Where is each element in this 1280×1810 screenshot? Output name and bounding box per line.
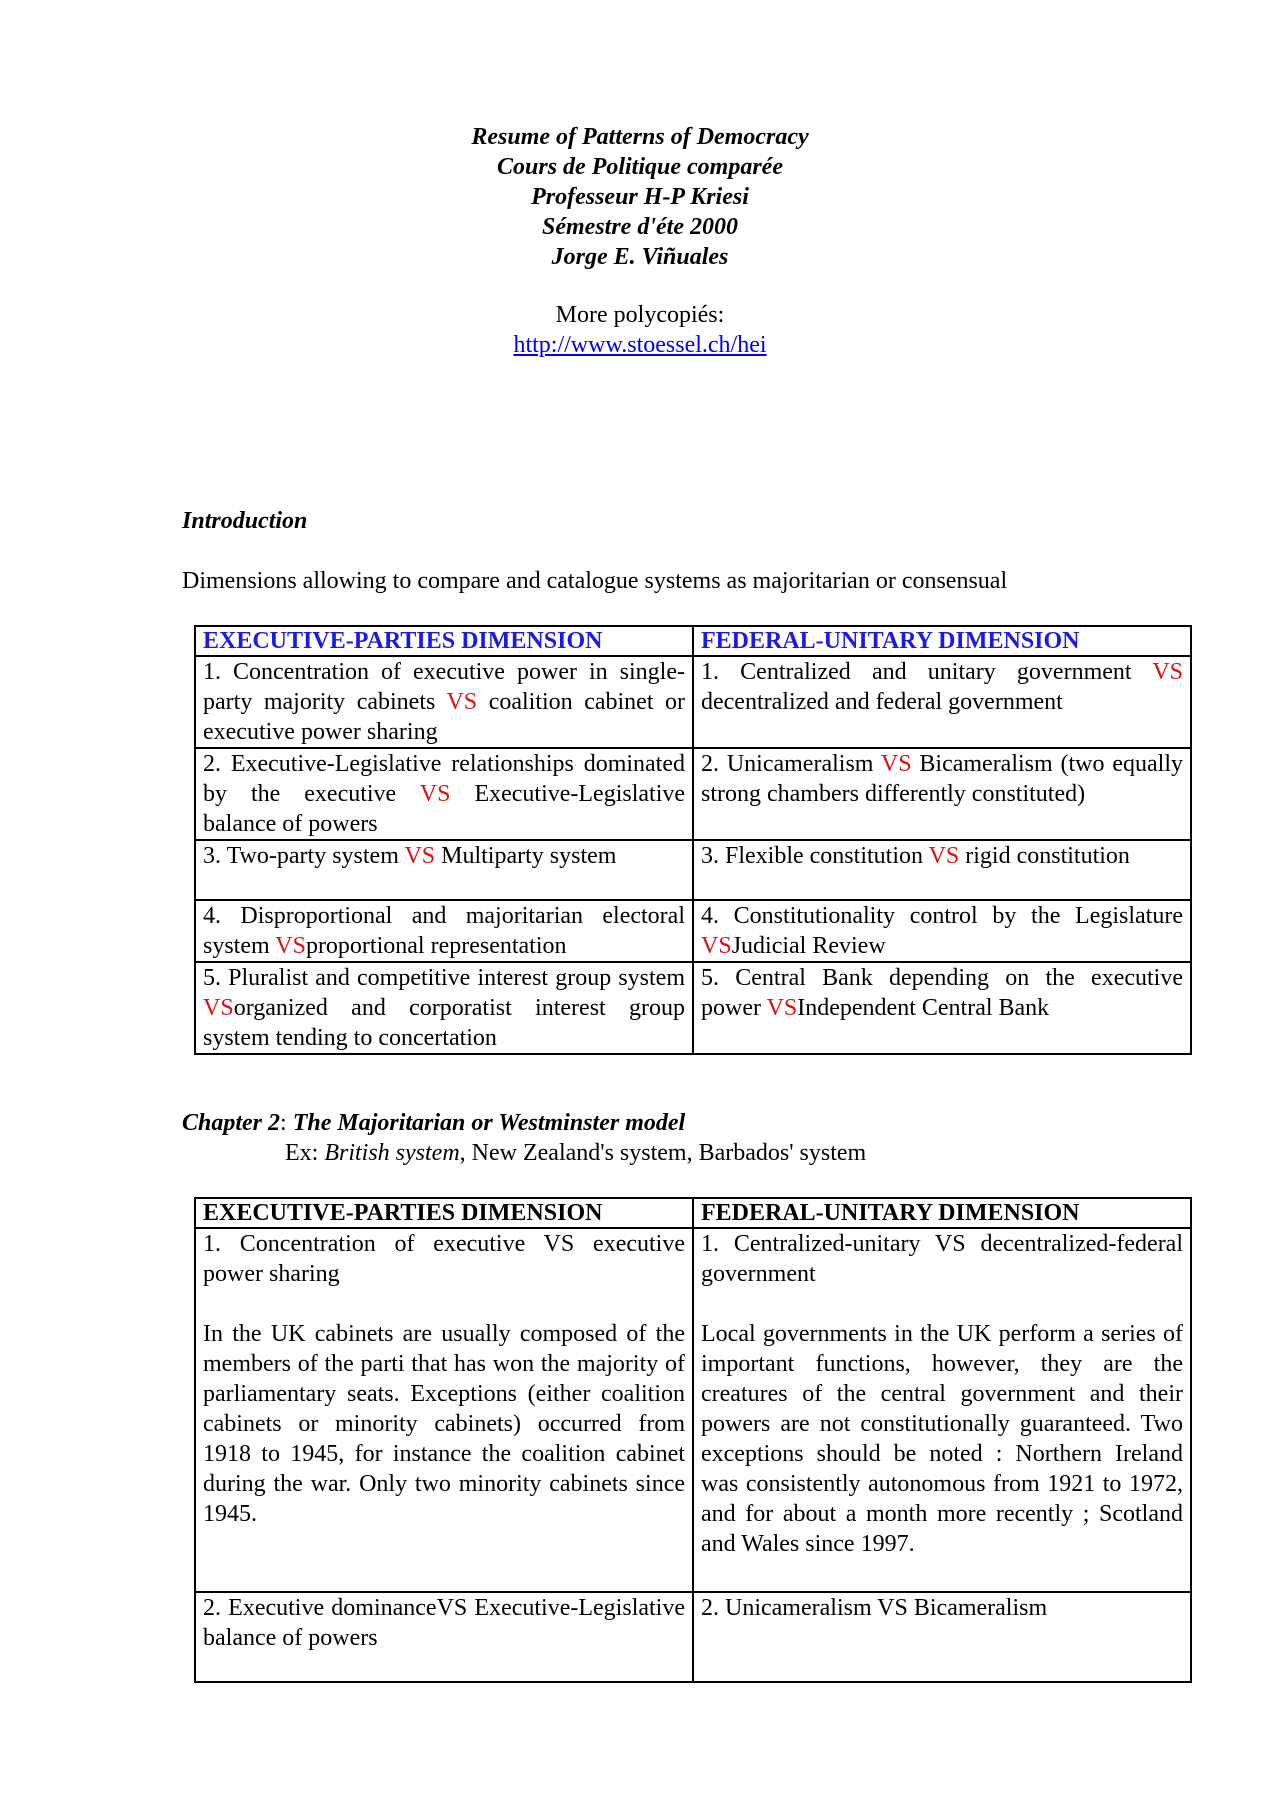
- vs-marker: VS: [880, 751, 912, 777]
- table-cell: 5. Central Bank depending on the executive power VSIndependent Central Bank: [693, 962, 1191, 1054]
- federal-unitary-header: FEDERAL-UNITARY DIMENSION: [693, 1198, 1191, 1228]
- table-cell: 2. Unicameralism VS Bicameralism: [693, 1592, 1191, 1682]
- table-row: [195, 840, 1191, 900]
- table-row: [195, 1592, 1191, 1682]
- vs-marker: VS: [446, 689, 478, 715]
- table-cell: 1. Centralized and unitary government VS decentralized and federal government: [693, 656, 1191, 748]
- table-cell: 4. Disproportional and majoritarian electoral system VSproportional representation: [195, 900, 693, 962]
- vs-marker: VS: [701, 933, 732, 959]
- table-header-row: [195, 626, 1191, 656]
- executive-parties-header: EXECUTIVE-PARTIES DIMENSION: [195, 626, 693, 656]
- vs-marker: VS: [419, 781, 451, 807]
- more-polycopies-label: More polycopiés:: [555, 302, 725, 328]
- westminster-table: [194, 1197, 1192, 1683]
- table-cell: 3. Flexible constitution VS rigid constitution: [693, 840, 1191, 900]
- table-row: [195, 656, 1191, 748]
- author-name: Jorge E. Viñuales: [551, 244, 729, 270]
- table-row: [195, 748, 1191, 840]
- table-cell: 2. Executive dominanceVS Executive-Legislative balance of powers: [195, 1592, 693, 1682]
- vs-marker: VS: [1152, 659, 1183, 685]
- table-row: [195, 900, 1191, 962]
- table-cell: 3. Two-party system VS Multiparty system: [195, 840, 693, 900]
- chapter2-heading: Chapter 2: The Majoritarian or Westminster model: [182, 1110, 686, 1136]
- table-cell: 1. Concentration of executive power in single-party majority cabinets VS coalition cabinet or executive power sharing: [195, 656, 693, 748]
- table-cell: 2. Unicameralism VS Bicameralism (two equally strong chambers differently constituted): [693, 748, 1191, 840]
- table-cell: 1. Concentration of executive VS executive power sharing In the UK cabinets are usually composed of the members of the parti that has won the majority of parliamentary seats. Exceptions (either coalition cabinets or minority cabinets) occurred from 1918 to 1945, for instance the coalition cabinet during the war. Only two minority cabinets since 1945.: [195, 1228, 693, 1592]
- vs-marker: VS: [404, 843, 436, 869]
- semester: Sémestre d'éte 2000: [542, 214, 738, 240]
- dimensions-table: [194, 625, 1192, 1055]
- introduction-text: Dimensions allowing to compare and catalogue systems as majoritarian or consensual: [182, 568, 1008, 594]
- federal-unitary-header: FEDERAL-UNITARY DIMENSION: [693, 626, 1191, 656]
- chapter2-examples: Ex: British system, New Zealand's system, Barbados' system: [285, 1140, 867, 1166]
- vs-marker: VS: [766, 995, 798, 1021]
- table-cell: 2. Executive-Legislative relationships dominated by the executive VS Executive-Legislative balance of powers: [195, 748, 693, 840]
- table-header-row: [195, 1198, 1191, 1228]
- table-cell: 4. Constitutionality control by the Legislature VSJudicial Review: [693, 900, 1191, 962]
- table-row: [195, 1228, 1191, 1592]
- document-title-block: [0, 122, 1280, 272]
- course-name: Cours de Politique comparée: [497, 154, 783, 180]
- professor-name: Professeur H-P Kriesi: [531, 184, 749, 210]
- executive-parties-header: EXECUTIVE-PARTIES DIMENSION: [195, 1198, 693, 1228]
- more-polycopies: [0, 300, 1280, 360]
- introduction-heading: Introduction: [182, 508, 308, 534]
- vs-marker: VS: [928, 843, 960, 869]
- vs-marker: VS: [203, 995, 234, 1021]
- table-row: [195, 962, 1191, 1054]
- table-cell: 5. Pluralist and competitive interest group system VSorganized and corporatist interest group system tending to concertation: [195, 962, 693, 1054]
- polycopies-link[interactable]: http://www.stoessel.ch/hei: [513, 332, 767, 358]
- table-cell: 1. Centralized-unitary VS decentralized-federal government Local governments in the UK perform a series of important functions, however, they are the creatures of the central government and their powers are not constitutionally guaranteed. Two exceptions should be noted : Northern Ireland was consistently autonomous from 1921 to 1972, and for about a month more recently ; Scotland and Wales since 1997.: [693, 1228, 1191, 1592]
- vs-marker: VS: [275, 933, 306, 959]
- document-title: Resume of Patterns of Democracy: [471, 124, 809, 150]
